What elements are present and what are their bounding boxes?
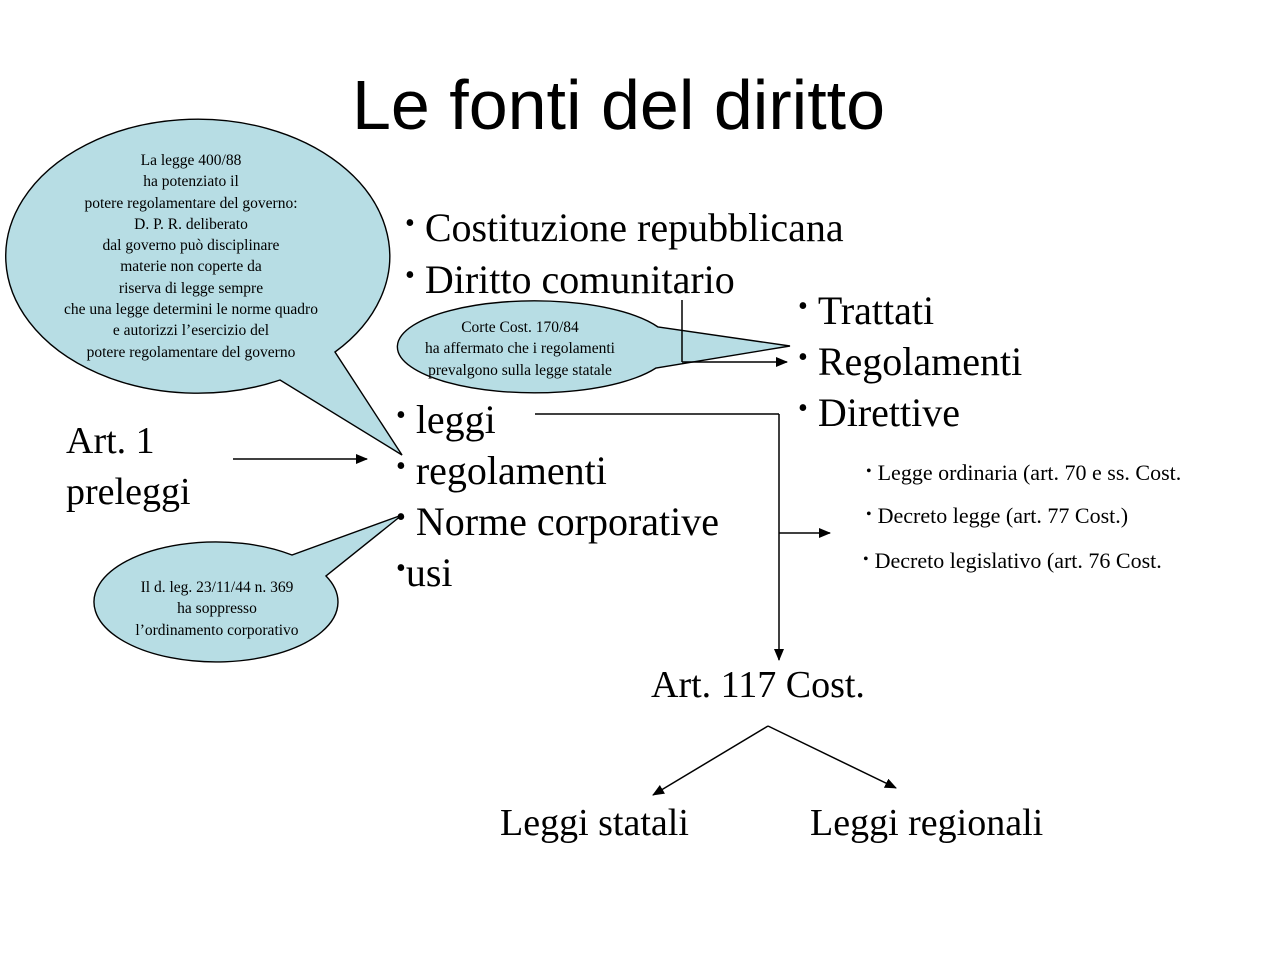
page-title: Le fonti del diritto — [351, 66, 886, 144]
law-type-decreto-legge — [866, 502, 1128, 530]
bubble-line: riserva di legge sempre — [118, 279, 264, 297]
law-type-decreto-legislativo — [863, 547, 1162, 575]
bubble-line: Corte Cost. 170/84 — [461, 319, 579, 336]
statali-arrow — [653, 726, 768, 795]
law-type-label: Decreto legislativo (art. 76 Cost. — [874, 548, 1162, 573]
art117-label: Art. 117 Cost. — [651, 664, 865, 706]
bubble-line: ha potenziato il — [143, 173, 239, 191]
bullet: • — [396, 451, 406, 482]
law-type-label: Decreto legge (art. 77 Cost.) — [877, 503, 1129, 528]
preleggi-label: preleggi — [66, 471, 191, 513]
bullet: • — [798, 342, 808, 373]
law-type-legge-ordinaria — [866, 459, 1181, 487]
source-diritto-comunitario — [405, 256, 735, 304]
leggi-regionali-label: Leggi regionali — [810, 802, 1044, 844]
bubble-line: materie non coperte da — [120, 258, 262, 276]
bubble-line: e autorizzi l’esercizio del — [112, 322, 270, 340]
eu-source-trattati — [798, 287, 934, 335]
bullet: • — [396, 502, 406, 533]
eu-source-label: Direttive — [817, 390, 960, 435]
bullet: • — [798, 291, 808, 322]
bullet: • — [866, 463, 872, 480]
bubble-line: potere regolamentare del governo — [86, 343, 296, 361]
eu-source-label: Regolamenti — [817, 339, 1023, 384]
leggi-statali-label: Leggi statali — [500, 802, 689, 844]
national-source-label: regolamenti — [415, 448, 607, 493]
bullet: • — [863, 551, 869, 568]
bullet: • — [405, 208, 415, 239]
national-source-label: usi — [405, 550, 453, 595]
eu-source-direttive — [798, 389, 960, 437]
bubble-line: potere regolamentare del governo: — [84, 194, 298, 212]
bubble-line: ha affermato che i regolamenti — [425, 340, 615, 358]
bullet: • — [405, 260, 415, 291]
bubble-line: l’ordinamento corporativo — [135, 621, 299, 639]
source-costituzione — [405, 204, 844, 252]
law-type-label: Legge ordinaria (art. 70 e ss. Cost. — [877, 460, 1182, 485]
art1-label: Art. 1 — [66, 420, 155, 462]
bubble-line: che una legge determini le norme quadro — [64, 301, 318, 319]
regionali-arrow — [768, 726, 896, 788]
bubble-corte-cost-text — [400, 317, 640, 381]
bullet: • — [798, 393, 808, 424]
national-source-leggi — [396, 396, 496, 444]
bubble-line: La legge 400/88 — [140, 152, 242, 169]
source-label: Costituzione repubblicana — [424, 205, 844, 250]
national-source-label: Norme corporative — [415, 499, 720, 544]
eu-source-label: Trattati — [817, 288, 935, 333]
national-source-usi — [396, 549, 453, 597]
national-source-norme-corporative — [396, 498, 719, 546]
bubble-line: prevalgono sulla legge statale — [428, 361, 612, 379]
bubble-line: ha soppresso — [177, 600, 257, 618]
bubble-d-leg-text — [102, 577, 332, 641]
national-source-label: leggi — [415, 397, 496, 442]
national-source-regolamenti — [396, 447, 607, 495]
bullet: • — [396, 400, 406, 431]
eu-source-regolamenti — [798, 338, 1022, 386]
bubble-line: Il d. leg. 23/11/44 n. 369 — [140, 579, 294, 596]
source-label: Diritto comunitario — [424, 257, 735, 302]
bubble-legge-400-text — [30, 150, 352, 363]
bullet: • — [396, 553, 406, 584]
bubble-line: D. P. R. deliberato — [134, 215, 248, 233]
bullet: • — [866, 506, 872, 523]
bubble-line: dal governo può disciplinare — [102, 237, 280, 255]
